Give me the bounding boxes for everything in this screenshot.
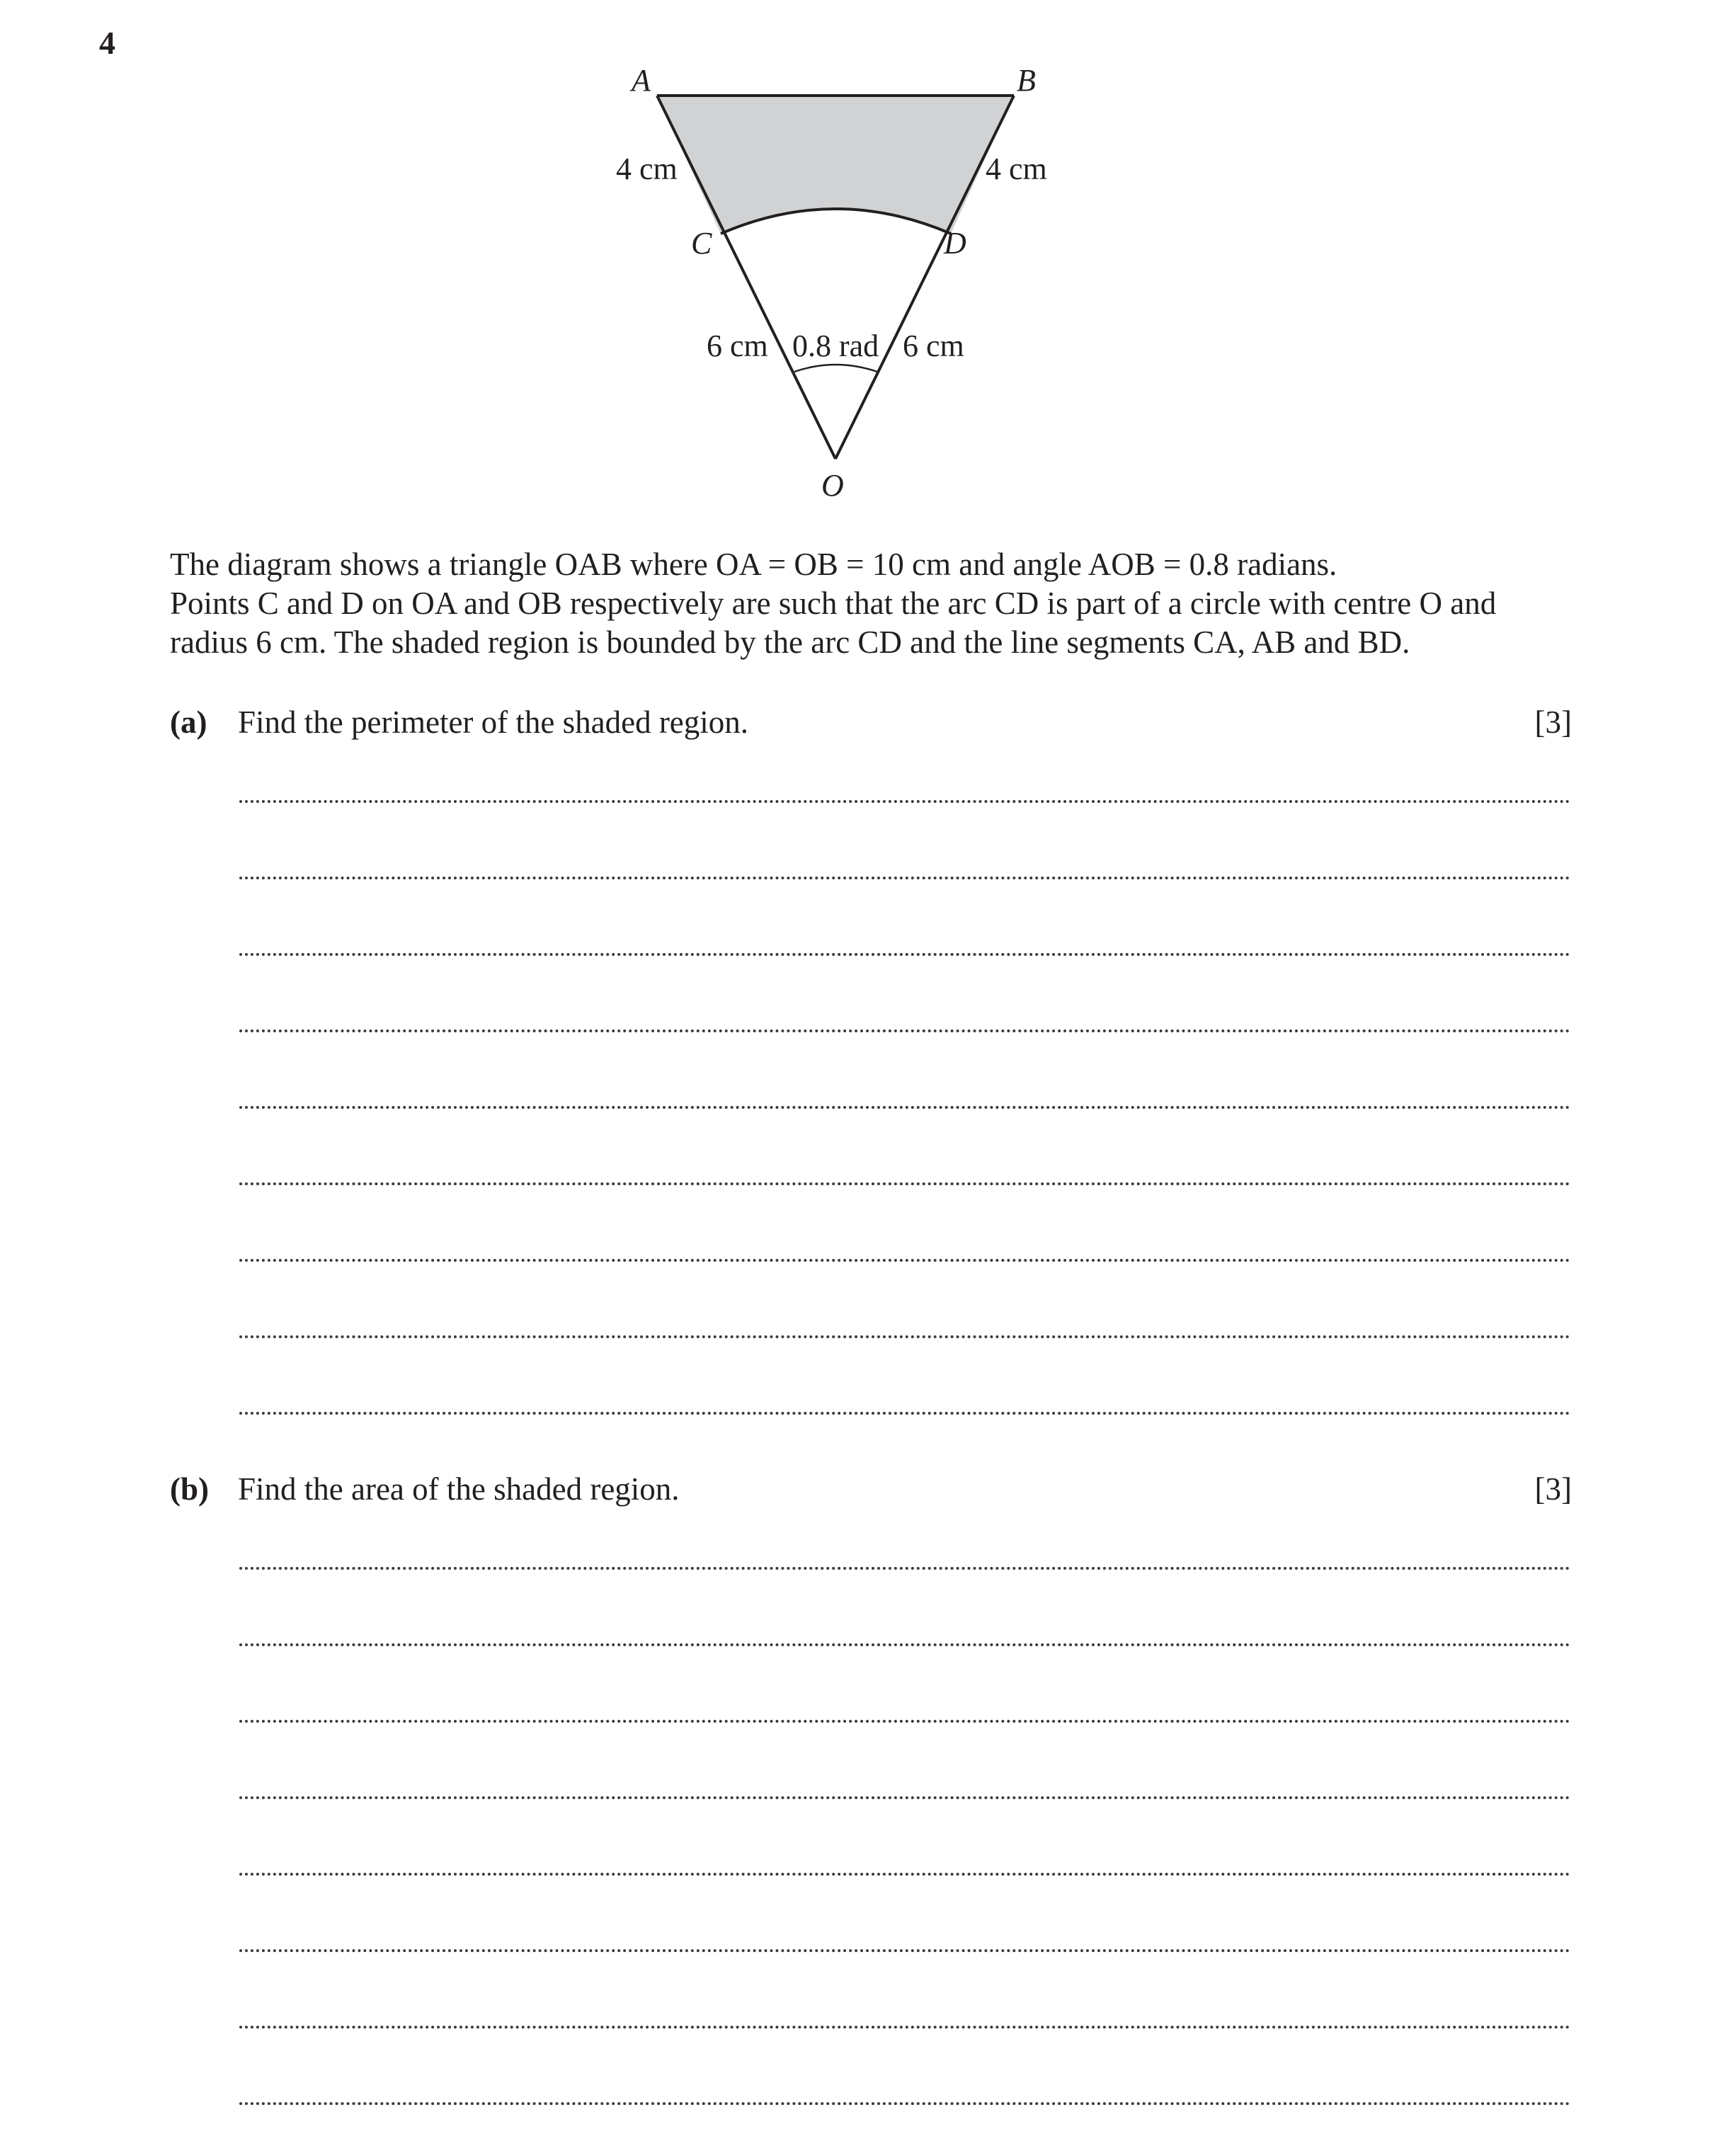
question-number: 4 [99, 25, 115, 61]
answer-line[interactable] [239, 877, 1570, 879]
part-a-marks: [3] [1534, 705, 1572, 740]
answer-line[interactable] [239, 1029, 1570, 1032]
part-b-label: (b) [170, 1471, 209, 1507]
part-b [170, 1470, 1572, 1512]
sector-triangle-diagram [0, 0, 1712, 510]
label-o: O [821, 468, 844, 503]
answer-line[interactable] [239, 1259, 1570, 1262]
length-db: 4 cm [986, 152, 1047, 186]
part-a-question: Find the perimeter of the shaded region. [238, 705, 749, 740]
stem-line-3: radius 6 cm. The shaded region is bounded by the arc CD and the line segments CA, AB and BD. [170, 624, 1410, 660]
angle-label: 0.8 rad [792, 329, 879, 363]
stem-line-1: The diagram shows a triangle OAB where OA = OB = 10 cm and angle AOB = 0.8 radians. [170, 547, 1337, 582]
length-od: 6 cm [903, 329, 964, 363]
length-ca: 4 cm [616, 152, 678, 186]
answer-line[interactable] [239, 1643, 1570, 1646]
answer-line[interactable] [239, 1335, 1570, 1338]
answer-line[interactable] [239, 1567, 1570, 1570]
label-d: D [944, 226, 966, 261]
answer-line[interactable] [239, 1720, 1570, 1723]
question-stem [170, 545, 1586, 662]
part-a [170, 703, 1572, 746]
answer-line[interactable] [239, 1796, 1570, 1799]
label-c: C [691, 226, 712, 261]
part-b-marks: [3] [1534, 1471, 1572, 1507]
part-a-label: (a) [170, 705, 207, 740]
part-b-question: Find the area of the shaded region. [238, 1471, 680, 1507]
answer-line[interactable] [239, 1873, 1570, 1876]
answer-line[interactable] [239, 1412, 1570, 1415]
shaded-region [657, 96, 1014, 234]
stem-line-2: Points C and D on OA and OB respectively are such that the arc CD is part of a circle with centre O and [170, 586, 1497, 621]
answer-line[interactable] [239, 1106, 1570, 1109]
answer-line[interactable] [239, 2026, 1570, 2029]
label-b: B [1017, 63, 1036, 98]
label-a: A [632, 63, 651, 98]
length-oc: 6 cm [707, 329, 768, 363]
answer-line[interactable] [239, 800, 1570, 803]
answer-line[interactable] [239, 1182, 1570, 1185]
answer-line[interactable] [239, 1949, 1570, 1952]
answer-line[interactable] [239, 953, 1570, 956]
answer-line[interactable] [239, 2102, 1570, 2105]
angle-arc [794, 365, 877, 372]
